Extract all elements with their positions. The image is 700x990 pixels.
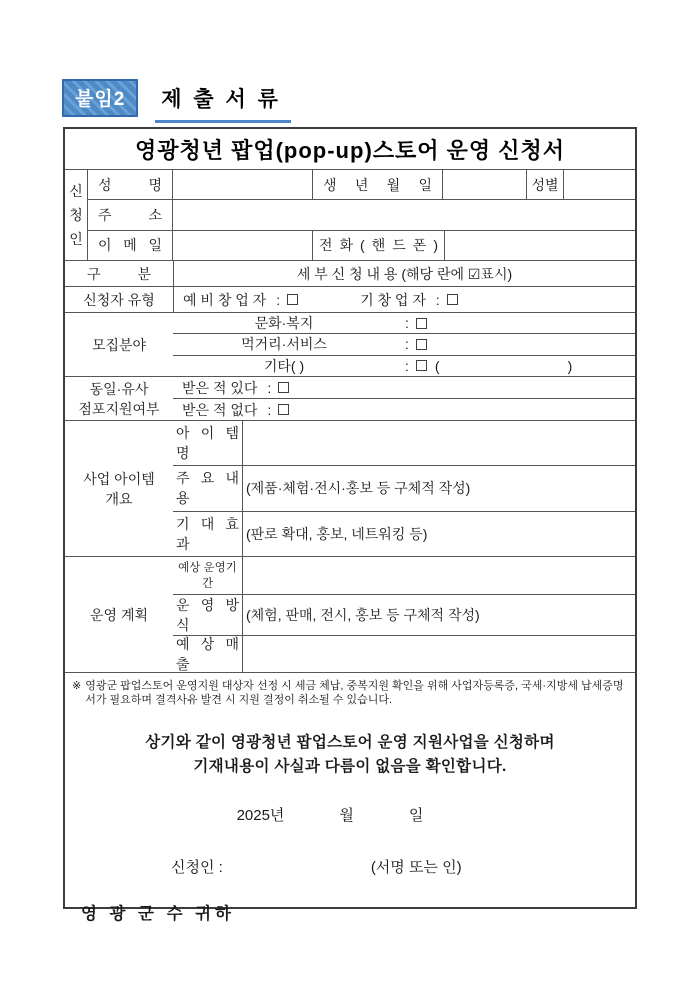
- other-paren-close: ): [567, 357, 573, 374]
- footnote-marker: ※: [72, 680, 82, 692]
- prior-support-section: [65, 376, 635, 420]
- field-option-culture: [173, 313, 635, 333]
- plan-method-hint: (체험, 판매, 전시, 홍보 등 구체적 작성): [246, 606, 480, 623]
- item-effect-hint: (판로 확대, 홍보, 네트워킹 등): [246, 525, 428, 542]
- application-form-table: [63, 127, 637, 923]
- support-no-option: [173, 399, 635, 420]
- email-input[interactable]: [172, 231, 312, 260]
- business-item-label-line2: 개요: [105, 490, 133, 507]
- applicant-row-address: [87, 199, 635, 229]
- recruit-field-rows: [173, 313, 635, 376]
- checkbox-field-food[interactable]: [416, 339, 427, 350]
- pre-founder-label: 예 비 창 업 자: [183, 291, 267, 308]
- food-label: 먹거리·서비스: [241, 336, 327, 353]
- applicant-section: [65, 169, 635, 260]
- other-label: 기타( ): [263, 357, 305, 374]
- signature-label: 신청인 :: [171, 858, 223, 876]
- phone-input[interactable]: [444, 231, 635, 260]
- business-item-section: [65, 420, 635, 556]
- colon-text: :: [405, 336, 409, 353]
- business-item-label: [65, 421, 173, 556]
- date-month[interactable]: 월: [339, 806, 354, 824]
- address-label: 주 소: [87, 200, 172, 229]
- prior-support-label: [65, 377, 173, 420]
- checkbox-support-no[interactable]: [278, 404, 289, 415]
- applicant-group-char: 인: [69, 231, 83, 247]
- operation-plan-rows: [173, 557, 635, 672]
- applicant-type-options: [173, 287, 635, 312]
- attachment-badge: 붙임2: [62, 79, 138, 117]
- field-row-food: [173, 333, 635, 354]
- checkbox-existing-founder[interactable]: [447, 294, 458, 305]
- document-heading: 제 출 서 류: [155, 79, 291, 123]
- plan-period-label: 예상 운영기간: [178, 562, 237, 591]
- recruit-field-label: 모집분야: [91, 336, 147, 353]
- name-input[interactable]: [172, 170, 312, 199]
- field-row-other: [173, 355, 635, 376]
- category-header-label: 구 분: [87, 265, 151, 282]
- applicant-group-label: [65, 170, 87, 260]
- form-title: 영광청년 팝업(pop-up)스토어 운영 신청서: [134, 137, 566, 163]
- signature-line: [71, 856, 629, 877]
- item-effect-row: [173, 511, 635, 556]
- operation-plan-section: [65, 556, 635, 672]
- colon-text: :: [405, 357, 409, 374]
- declaration-line2: 기재내용이 사실과 다름이 없음을 확인합니다.: [193, 757, 507, 775]
- existing-founder-label: 기 창 업 자: [360, 291, 426, 308]
- colon-text: :: [405, 315, 409, 332]
- prior-support-rows: [173, 377, 635, 420]
- plan-period-input[interactable]: [242, 557, 635, 594]
- checkbox-field-other[interactable]: [416, 360, 427, 371]
- applicant-row-name: [87, 170, 635, 199]
- checkbox-support-yes[interactable]: [278, 382, 289, 393]
- footnote-text: 영광군 팝업스토어 운영지원 대상자 선정 시 세금 체납, 중복지원 확인을 위해 사업자등록증, 국세·지방세 납세증명서가 필요하며 결격사유 발견 시 지원 결정이 취소될 수 있습니다.: [85, 680, 624, 707]
- declaration-cell: [65, 673, 635, 923]
- checkbox-pre-founder[interactable]: [287, 294, 298, 305]
- item-name-input[interactable]: [242, 421, 635, 465]
- document-header: [62, 79, 291, 123]
- email-label: 이 메 일: [87, 231, 172, 260]
- plan-revenue-label: 예 상 매 출: [176, 635, 239, 672]
- gender-label: 성별: [526, 170, 563, 199]
- operation-plan-label: 운영 계획: [90, 606, 148, 623]
- support-yes-label: 받은 적 있다: [182, 379, 258, 396]
- business-item-label-line1: 사업 아이템: [83, 470, 155, 487]
- plan-revenue-row: [173, 635, 635, 673]
- declaration-line1: 상기와 같이 영광청년 팝업스토어 운영 지원사업을 신청하며: [145, 733, 555, 751]
- detail-header-label: 세 부 신 청 내 용 (해당 란에 ☑표시): [173, 261, 635, 286]
- plan-method-label: 운 영 방 식: [176, 596, 239, 633]
- name-label: 성 명: [87, 170, 172, 199]
- phone-label: 전 화 ( 핸 드 폰 ): [312, 231, 444, 260]
- plan-revenue-input[interactable]: [242, 636, 635, 673]
- form-title-row: [65, 129, 635, 169]
- plan-period-row: [173, 557, 635, 594]
- gender-input[interactable]: [563, 170, 635, 199]
- address-input[interactable]: [172, 200, 635, 229]
- item-effect-input[interactable]: [242, 512, 635, 556]
- item-content-label: 주 요 내 용: [176, 470, 239, 507]
- support-yes-option: [173, 377, 635, 398]
- prior-support-label-line2: 점포지원여부: [78, 400, 160, 417]
- field-row-culture: [173, 313, 635, 333]
- signature-note[interactable]: (서명 또는 인): [370, 858, 462, 876]
- colon-text: :: [276, 291, 281, 308]
- prior-support-label-line1: 동일·유사: [89, 380, 149, 397]
- support-no-row: [173, 398, 635, 420]
- applicant-type-label: 신청자 유형: [83, 291, 155, 308]
- business-item-rows: [173, 421, 635, 556]
- item-name-row: [173, 421, 635, 465]
- birth-label: 생 년 월 일: [312, 170, 442, 199]
- item-content-row: [173, 465, 635, 510]
- recipient: 영 광 군 수 귀하: [81, 904, 235, 923]
- support-yes-row: [173, 377, 635, 398]
- applicant-row-email: [87, 230, 635, 260]
- category-header-row: [65, 260, 635, 286]
- colon-text: :: [267, 401, 272, 418]
- footnote: [71, 678, 629, 708]
- item-effect-label: 기 대 효 과: [176, 515, 239, 552]
- item-content-input[interactable]: [242, 466, 635, 510]
- date-line: [71, 804, 589, 825]
- field-option-other: [173, 356, 635, 376]
- item-content-hint: (제품·체험·전시·홍보 등 구체적 작성): [246, 480, 471, 497]
- date-day[interactable]: 일: [408, 806, 424, 824]
- applicant-type-row: [65, 286, 635, 312]
- declaration-text: [71, 731, 629, 779]
- field-option-food: [173, 334, 635, 354]
- item-name-label: 아 이 템 명: [176, 425, 239, 462]
- birth-input[interactable]: [442, 170, 526, 199]
- applicant-group-char: 신: [69, 183, 83, 199]
- support-no-label: 받은 적 없다: [182, 401, 258, 418]
- checkbox-field-culture[interactable]: [416, 318, 427, 329]
- colon-text: :: [267, 379, 272, 396]
- other-paren-open: (: [434, 357, 440, 374]
- declaration-section: [65, 672, 635, 923]
- plan-method-row: [173, 594, 635, 635]
- culture-label: 문화·복지: [254, 315, 314, 332]
- applicant-rows: [87, 170, 635, 260]
- colon-text: :: [435, 291, 440, 308]
- recruit-field-section: [65, 312, 635, 376]
- date-year[interactable]: 2025년: [236, 806, 285, 824]
- plan-method-input[interactable]: [242, 595, 635, 635]
- applicant-group-char: 청: [69, 207, 83, 223]
